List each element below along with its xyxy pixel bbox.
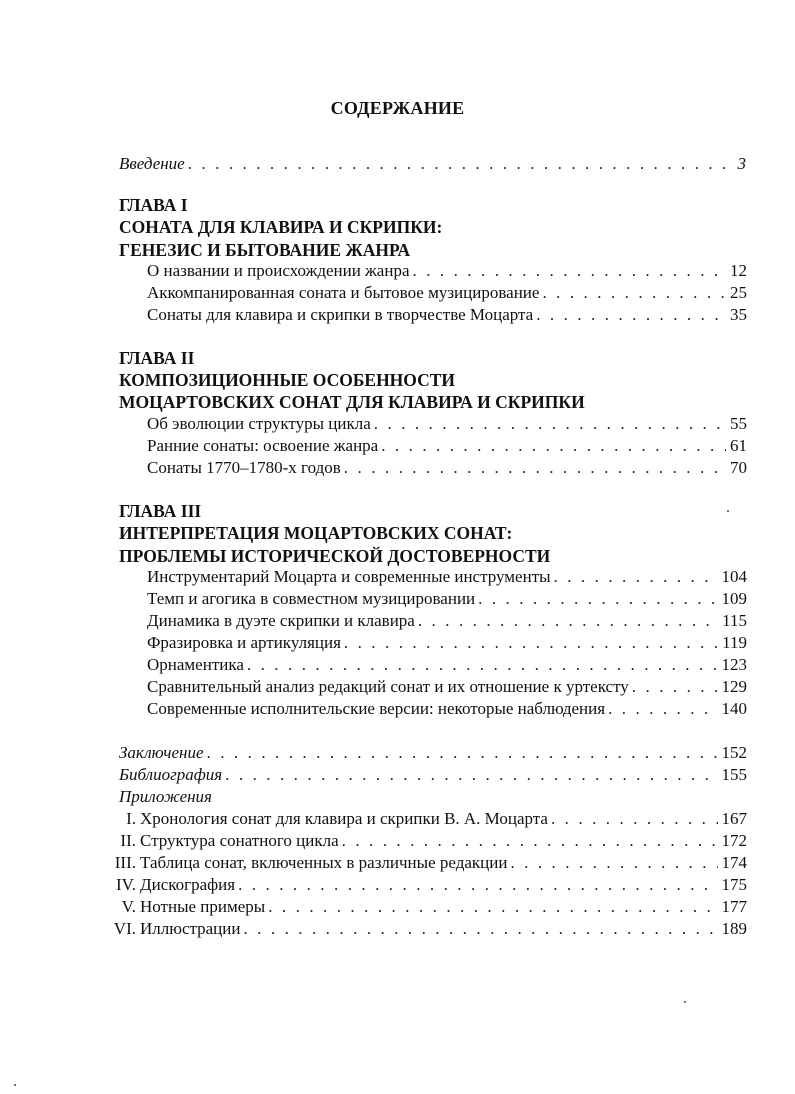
- entry-page: 12: [730, 261, 747, 280]
- toc-entry-conclusion[interactable]: [119, 743, 747, 763]
- leader-dots: [341, 633, 718, 653]
- entry-label: О названии и происхождении жанра: [147, 261, 410, 280]
- appendix-number: III.: [114, 853, 136, 872]
- toc-entry[interactable]: [147, 633, 747, 653]
- entry-label: Нотные примеры: [140, 897, 266, 916]
- entry-page: 123: [721, 655, 747, 674]
- leader-dots: [415, 611, 718, 631]
- leader-dots: [204, 743, 718, 763]
- entry-page: 119: [722, 633, 747, 652]
- entry-page: 167: [721, 809, 747, 828]
- toc-entry-appendix[interactable]: [112, 919, 747, 939]
- entry-page: 152: [721, 743, 747, 762]
- entry-page: 3: [737, 154, 746, 173]
- toc-entry[interactable]: [147, 677, 747, 697]
- entry-page: 175: [721, 875, 747, 894]
- entry-label: Дискография: [140, 875, 236, 894]
- entry-page: 177: [721, 897, 747, 916]
- toc-entry[interactable]: [147, 458, 747, 478]
- toc-entry[interactable]: [147, 283, 747, 303]
- leader-dots: [371, 414, 726, 434]
- entry-label: Введение: [119, 154, 185, 173]
- toc-entry[interactable]: [147, 589, 747, 609]
- chapter-title-line: КОМПОЗИЦИОННЫЕ ОСОБЕННОСТИ: [119, 370, 456, 390]
- scan-speck: [14, 1084, 16, 1086]
- entry-label: Сравнительный анализ редакций сонат и их отношение к уртексту: [147, 677, 629, 696]
- appendices-heading: Приложения: [119, 787, 212, 806]
- leader-dots: [410, 261, 727, 281]
- leader-dots: [605, 699, 717, 719]
- toc-entry[interactable]: [147, 261, 747, 281]
- toc-entry-appendix[interactable]: [112, 897, 747, 917]
- entry-label: Хронология сонат для клавира и скрипки В. А. Моцарта: [140, 809, 548, 828]
- leader-dots: [235, 875, 717, 895]
- chapter-heading: ГЛАВА III: [119, 501, 202, 521]
- entry-page: 109: [721, 589, 747, 608]
- entry-label: Заключение: [119, 743, 204, 762]
- toc-entry[interactable]: [147, 655, 747, 675]
- chapter-title-line: МОЦАРТОВСКИХ СОНАТ ДЛЯ КЛАВИРА И СКРИПКИ: [119, 392, 585, 412]
- toc-entry-appendix[interactable]: [112, 831, 747, 851]
- appendix-number: V.: [121, 897, 136, 916]
- appendix-number: VI.: [113, 919, 136, 938]
- toc-entry[interactable]: [147, 567, 747, 587]
- leader-dots: [244, 655, 718, 675]
- leader-dots: [533, 305, 726, 325]
- entry-page: 140: [721, 699, 747, 718]
- toc-entry-intro[interactable]: [119, 154, 746, 174]
- toc-entry-bibliography[interactable]: [119, 765, 747, 785]
- toc-entry-appendix[interactable]: [112, 853, 747, 873]
- leader-dots: [548, 809, 718, 829]
- leader-dots: [240, 919, 717, 939]
- entry-label: Таблица сонат, включенных в различные редакции: [140, 853, 508, 872]
- appendix-number: I.: [126, 809, 136, 828]
- entry-page: 172: [721, 831, 747, 850]
- entry-label: Темп и агогика в совместном музицировании: [147, 589, 476, 608]
- scan-speck: [727, 510, 729, 512]
- entry-page: 70: [730, 458, 747, 477]
- entry-page: 155: [721, 765, 747, 784]
- entry-page: 35: [730, 305, 747, 324]
- entry-page: 25: [730, 283, 747, 302]
- leader-dots: [265, 897, 717, 917]
- chapter-title-line: ИНТЕРПРЕТАЦИЯ МОЦАРТОВСКИХ СОНАТ:: [119, 523, 513, 543]
- appendix-number: II.: [120, 831, 136, 850]
- chapter-heading: ГЛАВА I: [119, 195, 188, 215]
- entry-label: Аккомпанированная соната и бытовое музицирование: [147, 283, 540, 302]
- leader-dots: [339, 831, 718, 851]
- entry-label: Фразировка и артикуляция: [147, 633, 341, 652]
- leader-dots: [539, 283, 726, 303]
- entry-label: Современные исполнительские версии: некоторые наблюдения: [147, 699, 606, 718]
- chapter-title-line: ПРОБЛЕМЫ ИСТОРИЧЕСКОЙ ДОСТОВЕРНОСТИ: [119, 546, 551, 566]
- leader-dots: [222, 765, 717, 785]
- entry-page: 189: [721, 919, 747, 938]
- page-title: СОДЕРЖАНИЕ: [330, 98, 465, 118]
- scan-speck: [684, 1001, 686, 1003]
- leader-dots: [507, 853, 717, 873]
- chapter-title-line: СОНАТА ДЛЯ КЛАВИРА И СКРИПКИ:: [119, 217, 443, 237]
- entry-label: Инструментарий Моцарта и современные инструменты: [147, 567, 551, 586]
- toc-entry[interactable]: [147, 699, 747, 719]
- toc-entry[interactable]: [147, 611, 747, 631]
- entry-page: 115: [722, 611, 747, 630]
- toc-entry-appendix[interactable]: [112, 875, 747, 895]
- chapter-heading: ГЛАВА II: [119, 348, 195, 368]
- entry-label: Библиография: [119, 765, 223, 784]
- entry-label: Иллюстрации: [140, 919, 241, 938]
- chapter-title-line: ГЕНЕЗИС И БЫТОВАНИЕ ЖАНРА: [119, 240, 411, 260]
- entry-label: Сонаты 1770–1780-х годов: [147, 458, 341, 477]
- toc-entry[interactable]: [147, 436, 747, 456]
- entry-label: Ранние сонаты: освоение жанра: [147, 436, 379, 455]
- toc-entry[interactable]: [147, 305, 747, 325]
- leader-dots: [341, 458, 726, 478]
- entry-page: 174: [721, 853, 747, 872]
- entry-page: 104: [721, 567, 747, 586]
- entry-label: Динамика в дуэте скрипки и клавира: [147, 611, 415, 630]
- entry-page: 61: [730, 436, 747, 455]
- leader-dots: [185, 154, 734, 174]
- entry-label: Об эволюции структуры цикла: [147, 414, 371, 433]
- leader-dots: [378, 436, 726, 456]
- leader-dots: [551, 567, 718, 587]
- entry-page: 55: [730, 414, 747, 433]
- entry-label: Орнаментика: [147, 655, 244, 674]
- leader-dots: [475, 589, 717, 609]
- toc-entry-appendix[interactable]: [112, 809, 747, 829]
- toc-entry[interactable]: [147, 414, 747, 434]
- entry-page: 129: [721, 677, 747, 696]
- appendix-number: IV.: [116, 875, 136, 894]
- entry-label: Сонаты для клавира и скрипки в творчестве Моцарта: [147, 305, 534, 324]
- entry-label: Структура сонатного цикла: [140, 831, 339, 850]
- leader-dots: [629, 677, 718, 697]
